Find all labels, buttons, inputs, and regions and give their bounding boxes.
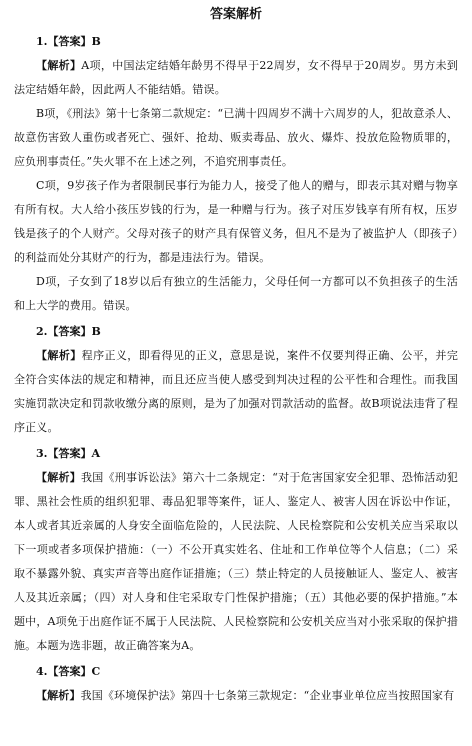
analysis-paragraph <box>14 270 458 318</box>
analysis-tag: 【解析】 <box>36 471 81 484</box>
question-3 <box>14 442 458 658</box>
answer-line: 2.【答案】B <box>36 325 101 338</box>
question-4 <box>14 660 458 708</box>
analysis-paragraph <box>14 684 458 708</box>
paragraph-text: 程序正义，即看得见的正义，意思是说，案件不仅要判得正确、公平，并完全符合实体法的规定和精神，而且还应当使人感受到判决过程的公平性和合理性。而我国实施罚款决定和罚款收缴分离的原则，是为了加强对罚款活动的监督。故B项说法违背了程序正义。 <box>14 349 458 434</box>
analysis-paragraph <box>14 54 458 102</box>
question-1 <box>14 30 458 318</box>
analysis-tag: 【解析】 <box>36 349 82 362</box>
analysis-tag: 【解析】 <box>36 59 82 72</box>
analysis-paragraph <box>14 344 458 440</box>
paragraph-text: B项，《刑法》第十七条第二款规定：“已满十四周岁不满十六周岁的人，犯故意杀人、故意伤害致人重伤或者死亡、强奸、抢劫、贩卖毒品、放火、爆炸、投放危险物质罪的，应负刑事责任。”失火罪不在上述之列，不追究刑事责任。 <box>14 107 458 168</box>
paragraph-text: C项，9岁孩子作为者限制民事行为能力人，接受了他人的赠与，即表示其对赠与物享有所有权。大人给小孩压岁钱的行为，是一种赠与行为。孩子对压岁钱享有所有权，压岁钱是孩子的个人财产。父母对孩子的财产具有保管义务，但凡不是为了被监护人（即孩子）的利益而处分其财产的行为，都是违法行为。错误。 <box>14 179 458 264</box>
analysis-paragraph <box>14 102 458 174</box>
answer-line: 1.【答案】B <box>36 35 101 48</box>
paragraph-text: A项，中国法定结婚年龄男不得早于22周岁，女不得早于20周岁。男方未到法定结婚年龄，因此两人不能结婚。错误。 <box>14 59 458 96</box>
analysis-paragraph <box>14 466 458 658</box>
page-title: 答案解析 <box>209 7 262 22</box>
analysis-paragraph <box>14 174 458 270</box>
answer-line: 4.【答案】C <box>36 665 101 678</box>
paragraph-text: 我国《环境保护法》第四十七条第三款规定：“企业事业单位应当按照国家有 <box>80 689 455 702</box>
analysis-tag: 【解析】 <box>36 689 81 702</box>
answer-line: 3.【答案】A <box>36 447 101 460</box>
question-2 <box>14 320 458 440</box>
paragraph-text: D项，子女到了18岁以后有独立的生活能力，父母任何一方都可以不负担孩子的生活和上大学的费用。错误。 <box>14 275 458 312</box>
paragraph-text: 我国《刑事诉讼法》第六十二条规定：“对于危害国家安全犯罪、恐怖活动犯罪、黑社会性质的组织犯罪、毒品犯罪等案件，证人、鉴定人、被害人因在诉讼中作证，本人或者其近亲属的人身安全面临危险的，人民法院、人民检察院和公安机关应当采取以下一项或者多项保护措施：（一）不公开真实姓名、住址和工作单位等个人信息；（二）采取不暴露外貌、真实声音等出庭作证措施；（三）禁止特定的人员接触证人、鉴定人、被害人及其近亲属；（四）对人身和住宅采取专门性保护措施；（五）其他必要的保护措施。”本题中，A项免于出庭作证不属于人民法院、人民检察院和公安机关应当对小张采取的保护措施。本题为选非题，故正确答案为A。 <box>14 471 458 652</box>
